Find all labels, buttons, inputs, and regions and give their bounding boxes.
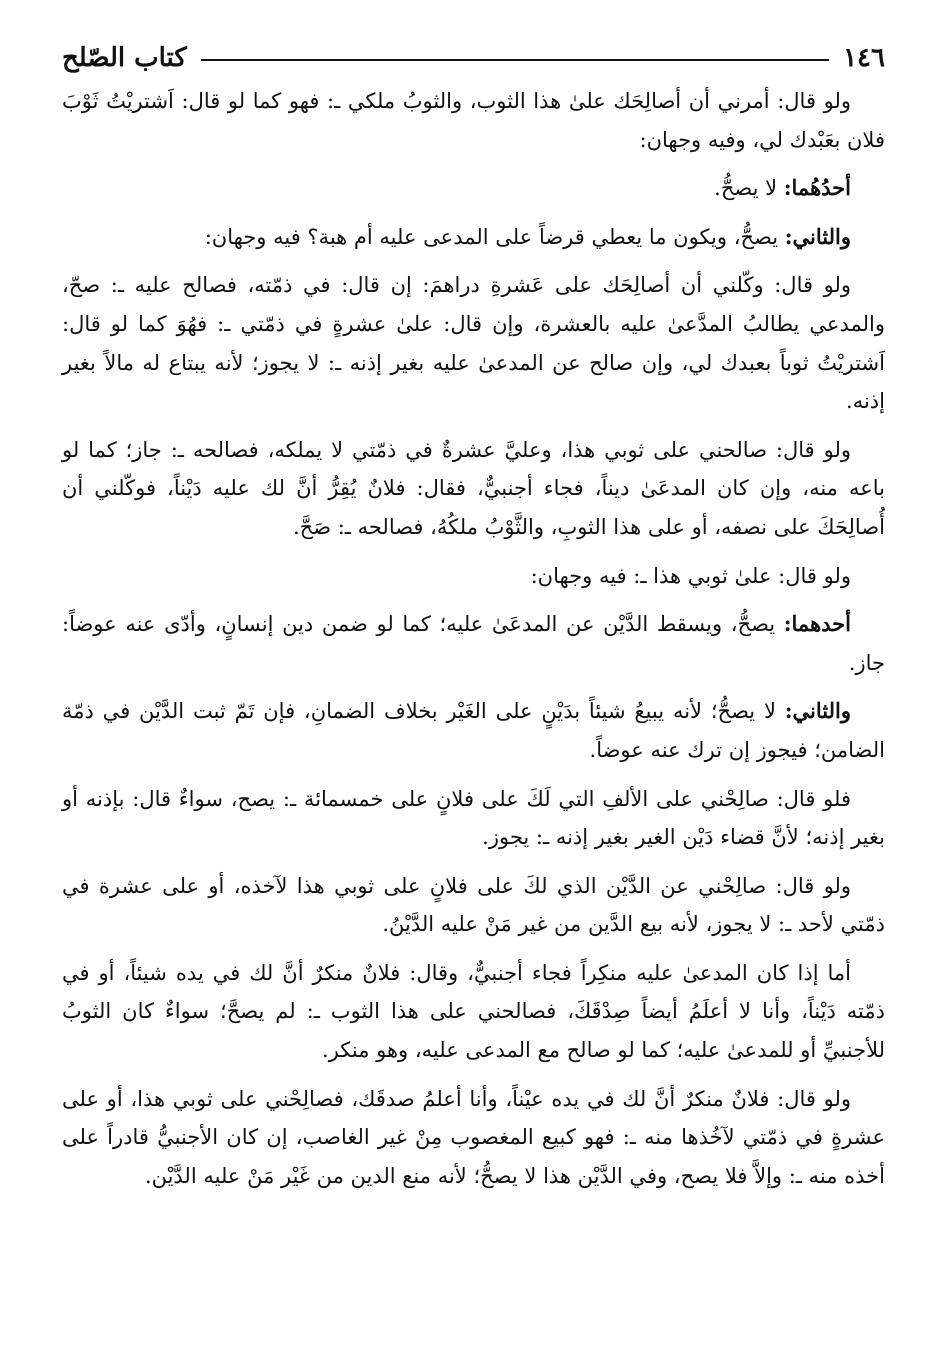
paragraph-text: أما إذا كان المدعىٰ عليه منكِراً فجاء أجنبيٌّ، وقال: فلانٌ منكرٌ أنَّ لك في يده شيئاً، أو في ذمّته دَيْناً، وأنا لا أعلَمُ أيضاً صِدْقَكَ، فصالحني على هذا الثوب ـ: لم يصحَّ؛ سواءٌ كان الثوبُ للأجنبيِّ أو للمدعىٰ عليه؛ كما لو صالح مع المدعى عليه، وهو منكر. bbox=[62, 960, 885, 1063]
paragraph-text: فلو قال: صالِحْني على الألفِ التي لَكَ على فلانٍ على خمسمائة ـ: يصح، سواءٌ قال: بإذنه أو بغير إذنه؛ لأنَّ قضاء دَيْن الغير بغير إذنه ـ: يجوز. bbox=[62, 786, 885, 850]
header-rule bbox=[201, 59, 829, 61]
page-number: ١٤٦ bbox=[843, 43, 885, 73]
paragraph-text: يصحُّ، ويكون ما يعطي قرضاً على المدعى عليه أم هبة؟ فيه وجهان: bbox=[204, 224, 785, 249]
paragraph-lead: والثاني: bbox=[784, 698, 851, 724]
paragraph bbox=[62, 954, 885, 1070]
paragraph-text: يصحُّ، ويسقط الدَّيْن عن المدعَىٰ عليه؛ كما لو ضمن دين إنسانٍ، وأدّى عنه عوضاً: جاز. bbox=[62, 612, 885, 675]
paragraph bbox=[62, 780, 885, 857]
book-page bbox=[62, 38, 885, 1333]
paragraph bbox=[62, 557, 885, 596]
paragraph bbox=[62, 431, 885, 547]
body-text bbox=[62, 82, 885, 1195]
paragraph-lead: أحدهما: bbox=[783, 611, 851, 637]
paragraph bbox=[62, 867, 885, 944]
paragraph-text: ولو قال: صالحني على ثوبي هذا، وعليَّ عشرةٌ في ذمّتي لا يملكه، فصالحه ـ: جاز؛ كما لو باعه منه، وإن كان المدعَىٰ ديناً، فجاء أجنبيٌّ، فقال: فلانٌ يُقِرُّ أنَّ لك عليه دَيْناً، فوكّلني أن أُصالِحَكَ على نصفه، أو على هذا الثوبِ، والثَّوْبُ ملكُهُ، فصالحه ـ: صَحَّ. bbox=[62, 437, 885, 539]
paragraph-text: ولو قال: علىٰ ثوبي هذا ـ: فيه وجهان: bbox=[530, 563, 851, 588]
paragraph bbox=[62, 82, 885, 159]
paragraph-text: ولو قال: صالِحْني عن الدَّيْن الذي لكَ على فلانٍ على ثوبي هذا لآخذه، أو على عشرة في ذمّتي لأحد ـ: لا يجوز، لأنه بيع الدَّين من غير مَنْ عليه الدَّيْنُ. bbox=[62, 873, 885, 937]
paragraph bbox=[62, 692, 885, 769]
paragraph-text: ولو قال: فلانٌ منكرٌ أنَّ لك في يده عيْناً، وأنا أعلمُ صدقَك، فصالِحْني على ثوبي هذا، أو على عشرةٍ في ذمّتي لآخُذها منه ـ: فهو كبيع المغصوب مِنْ غير الغاصب، إن كان الأجنبيُّ قادراً على أخذه منه ـ: وإلاَّ فلا يصح، وفي الدَّيْن هذا لا يصحُّ؛ لأنه منع الدين من غَيْر مَنْ عليه الدَّيْن. bbox=[62, 1086, 885, 1188]
paragraph-text: ولو قال: أمرني أن أصالِحَك علىٰ هذا الثوب، والثوبُ ملكي ـ: فهو كما لو قال: اَشتريْتُ ثَوْبَ فلان بعَبْدك لي، وفيه وجهان: bbox=[62, 89, 885, 152]
paragraph-text: ولو قال: وكّلني أن أصالِحَك على عَشرةِ دراهمَ: إن قال: في ذمّته، فصالح عليه ـ: صحّ، والمدعي يطالبُ المدَّعىٰ عليه بالعشرة، وإن قال: علىٰ عشرةٍ في ذمّتي ـ: فهُوَ كما لو قال: اَشتريْتُ ثوباً بعبدك لي، وإن صالح عن المدعىٰ عليه بغير إذنه ـ: لا يجوز؛ لأنه يبتاع له مالاً بغير إذنه. bbox=[62, 273, 885, 414]
paragraph-lead: والثاني: bbox=[784, 223, 851, 249]
page-header bbox=[62, 38, 885, 78]
paragraph bbox=[62, 605, 885, 682]
paragraph-text: لا يصحُّ. bbox=[714, 176, 784, 201]
paragraph-lead: أحدُهُما: bbox=[783, 175, 851, 201]
paragraph bbox=[62, 1080, 885, 1196]
paragraph bbox=[62, 266, 885, 420]
paragraph bbox=[62, 218, 885, 257]
running-title: كتاب الصّلح bbox=[62, 43, 187, 73]
paragraph-text: لا يصحُّ؛ لأنه يبيعُ شيئاً بدَيْنٍ على الغَيْر بخلاف الضمانِ، فإن تَمّ ثبت الدَّيْن في ذمّة الضامن؛ فيجوز إن ترك عنه عوضاً. bbox=[62, 699, 885, 762]
paragraph bbox=[62, 169, 885, 208]
